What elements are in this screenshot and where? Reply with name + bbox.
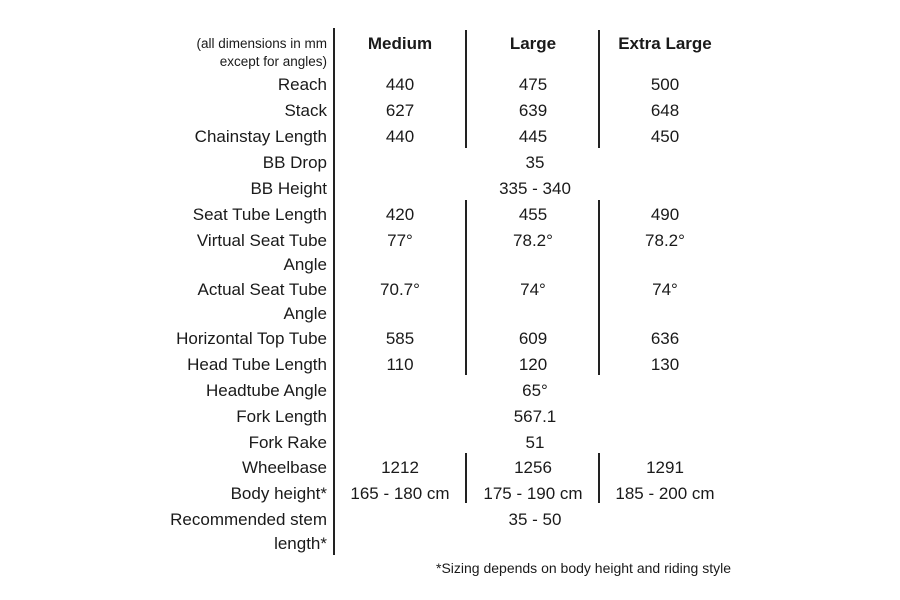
divider-large-xl-top: [598, 30, 600, 148]
actual-seat-tube-angle-extra-large: 74°: [652, 280, 678, 299]
row-label-actual-seat-tube-angle-line-2: Angle: [283, 304, 327, 323]
row-label-horizontal-top-tube: Horizontal Top Tube: [176, 329, 327, 348]
horizontal-top-tube-medium: 585: [385, 329, 415, 348]
row-label-virtual-seat-tube-angle-line-1: Virtual Seat Tube: [196, 231, 327, 250]
divider-medium-large-top: [465, 30, 467, 148]
horizontal-top-tube-extra-large: 636: [650, 329, 680, 348]
sizing-footnote: *Sizing depends on body height and riding style: [436, 560, 731, 576]
row-label-stem-length-line-2: length*: [274, 534, 327, 553]
seat-tube-length-medium: 420: [385, 205, 415, 224]
row-label-fork-length: Fork Length: [236, 407, 327, 426]
chainstay-extra-large: 450: [650, 127, 680, 146]
wheelbase-extra-large: 1291: [646, 458, 684, 477]
units-note-line-1: (all dimensions in mm: [196, 36, 327, 51]
row-label-bb-drop: BB Drop: [262, 153, 327, 172]
reach-large: 475: [518, 75, 548, 94]
divider-medium-large-middle: [465, 200, 467, 375]
horizontal-top-tube-large: 609: [518, 329, 548, 348]
head-tube-length-large: 120: [518, 355, 548, 374]
stack-large: 639: [518, 101, 548, 120]
row-label-bb-height: BB Height: [250, 179, 327, 198]
seat-tube-length-large: 455: [518, 205, 548, 224]
head-tube-length-extra-large: 130: [650, 355, 680, 374]
virtual-seat-tube-angle-medium: 77°: [387, 231, 413, 250]
row-label-seat-tube-length: Seat Tube Length: [192, 205, 327, 224]
divider-large-xl-bottom: [598, 453, 600, 503]
row-label-actual-seat-tube-angle-line-1: Actual Seat Tube: [197, 280, 327, 299]
virtual-seat-tube-angle-extra-large: 78.2°: [645, 231, 685, 250]
row-label-wheelbase: Wheelbase: [241, 458, 327, 477]
reach-extra-large: 500: [650, 75, 680, 94]
row-label-reach: Reach: [277, 75, 327, 94]
size-header-large: Large: [509, 34, 557, 53]
stack-medium: 627: [385, 101, 415, 120]
row-label-headtube-angle: Headtube Angle: [206, 381, 327, 400]
chainstay-medium: 440: [385, 127, 415, 146]
head-tube-length-medium: 110: [386, 355, 414, 374]
row-label-fork-rake: Fork Rake: [248, 433, 327, 452]
wheelbase-medium: 1212: [381, 458, 419, 477]
row-label-stack: Stack: [284, 101, 327, 120]
body-height-medium: 165 - 180 cm: [350, 484, 450, 503]
row-label-stem-length-line-1: Recommended stem: [170, 510, 327, 529]
actual-seat-tube-angle-medium: 70.7°: [380, 280, 420, 299]
seat-tube-length-extra-large: 490: [650, 205, 680, 224]
units-note-line-2: except for angles): [219, 54, 327, 69]
fork-length-all-sizes: 567.1: [513, 407, 557, 426]
fork-rake-all-sizes: 51: [525, 433, 545, 452]
virtual-seat-tube-angle-large: 78.2°: [513, 231, 553, 250]
label-column-divider: [333, 28, 335, 555]
actual-seat-tube-angle-large: 74°: [520, 280, 546, 299]
stem-length-all-sizes: 35 - 50: [508, 510, 562, 529]
size-header-extra-large: Extra Large: [618, 34, 712, 53]
wheelbase-large: 1256: [514, 458, 552, 477]
body-height-extra-large: 185 - 200 cm: [615, 484, 715, 503]
bb-height-all-sizes: 335 - 340: [499, 179, 571, 198]
row-label-body-height: Body height*: [230, 484, 327, 503]
reach-medium: 440: [385, 75, 415, 94]
row-label-head-tube-length: Head Tube Length: [187, 355, 327, 374]
row-label-virtual-seat-tube-angle-line-2: Angle: [283, 255, 327, 274]
size-header-medium: Medium: [367, 34, 433, 53]
divider-large-xl-middle: [598, 200, 600, 375]
headtube-angle-all-sizes: 65°: [522, 381, 548, 400]
row-label-chainstay-length: Chainstay Length: [194, 127, 327, 146]
chainstay-large: 445: [518, 127, 548, 146]
body-height-large: 175 - 190 cm: [483, 484, 583, 503]
divider-medium-large-bottom: [465, 453, 467, 503]
bb-drop-all-sizes: 35: [525, 153, 545, 172]
stack-extra-large: 648: [650, 101, 680, 120]
